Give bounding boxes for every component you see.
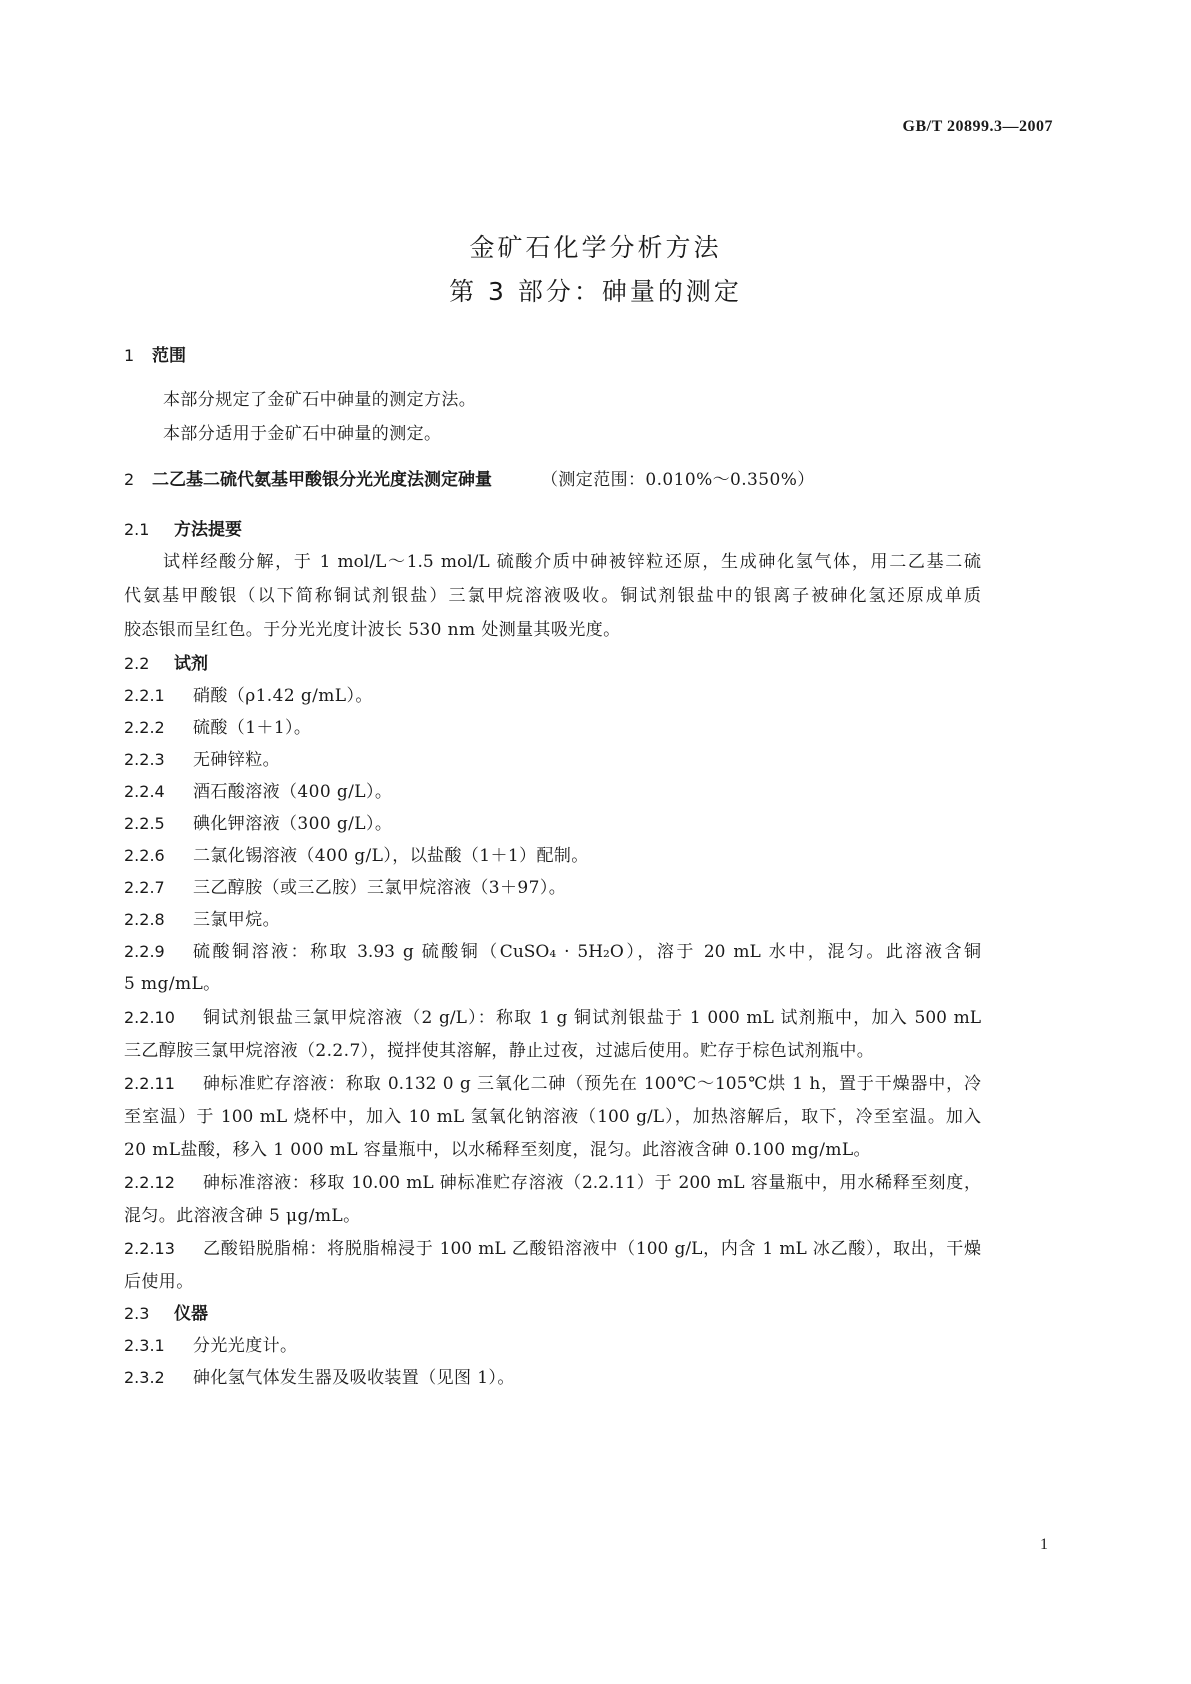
section-number: 2.2: [124, 654, 150, 673]
section-title: 试剂: [174, 654, 208, 674]
section-title: 仪器: [174, 1304, 208, 1324]
paragraph-text: 代氨基甲酸银（以下简称铜试剂银盐）三氯甲烷溶液吸收。铜试剂银盐中的银离子被砷化氢还原成单质: [124, 586, 981, 606]
item-text: 20 mL盐酸，移入 1 000 mL 容量瓶中，以水稀释至刻度，混匀。此溶液含砷 0.100 mg/mL。: [124, 1140, 871, 1160]
item-number: 2.2.11: [124, 1074, 175, 1093]
item-number: 2.2.10: [124, 1008, 175, 1027]
paragraph-text: 试样经酸分解，于 1 mol/L～1.5 mol/L 硫酸介质中砷被锌粒还原，生成砷化氢气体，用二乙基二硫: [163, 552, 981, 572]
item-text: 三氯甲烷。: [193, 910, 280, 930]
item-number: 2.2.3: [124, 750, 165, 769]
item-number: 2.2.13: [124, 1239, 175, 1258]
item-text: 后使用。: [124, 1272, 194, 1292]
item-text: 三乙醇胺（或三乙胺）三氯甲烷溶液（3＋97）。: [193, 878, 567, 898]
item-text: 乙酸铅脱脂棉：将脱脂棉浸于 100 mL 乙酸铅溶液中（100 g/L，内含 1 mL 冰乙酸），取出，干燥: [203, 1239, 981, 1259]
document-subtitle: 第 3 部分：砷量的测定: [449, 277, 742, 306]
section-number: 2.3: [124, 1304, 150, 1323]
paragraph-text: 本部分适用于金矿石中砷量的测定。: [163, 424, 442, 444]
item-text: 至室温）于 100 mL 烧杯中，加入 10 mL 氢氧化钠溶液（100 g/L），加热溶解后，取下，冷至室温。加入: [124, 1107, 981, 1127]
measurement-range: （测定范围：0.010%～0.350%）: [541, 470, 815, 490]
item-number: 2.2.1: [124, 686, 165, 705]
item-number: 2.2.9: [124, 942, 165, 961]
section-number: 2.1: [124, 520, 150, 539]
standard-code: GB/T 20899.3—2007: [902, 118, 1053, 135]
item-number: 2.2.2: [124, 718, 165, 737]
item-text: 硫酸（1＋1）。: [193, 718, 312, 738]
item-number: 2.2.8: [124, 910, 165, 929]
item-text: 砷标准溶液：移取 10.00 mL 砷标准贮存溶液（2.2.11）于 200 mL 容量瓶中，用水稀释至刻度，: [203, 1173, 981, 1193]
item-text: 砷标准贮存溶液：称取 0.132 0 g 三氧化二砷（预先在 100℃～105℃烘 1 h，置于干燥器中，冷: [203, 1074, 981, 1094]
document-title: 金矿石化学分析方法: [469, 233, 722, 262]
item-number: 2.3.1: [124, 1336, 165, 1355]
item-text: 混匀。此溶液含砷 5 μg/mL。: [124, 1206, 361, 1226]
section-number: 2: [124, 470, 135, 489]
item-text: 二氯化锡溶液（400 g/L），以盐酸（1＋1）配制。: [193, 846, 589, 866]
item-number: 2.3.2: [124, 1368, 165, 1387]
paragraph-text: 胶态银而呈红色。于分光光度计波长 530 nm 处测量其吸光度。: [124, 620, 621, 640]
page-number: 1: [1040, 1536, 1048, 1553]
item-text: 无砷锌粒。: [193, 750, 280, 770]
section-title: 二乙基二硫代氨基甲酸银分光光度法测定砷量: [152, 470, 492, 490]
item-number: 2.2.4: [124, 782, 165, 801]
item-number: 2.2.7: [124, 878, 165, 897]
item-text: 硝酸（ρ1.42 g/mL）。: [193, 686, 373, 706]
paragraph-text: 本部分规定了金矿石中砷量的测定方法。: [163, 390, 477, 410]
item-text: 5 mg/mL。: [124, 974, 221, 994]
item-text: 砷化氢气体发生器及吸收装置（见图 1）。: [193, 1368, 515, 1388]
section-title: 范围: [152, 346, 186, 366]
item-number: 2.2.12: [124, 1173, 175, 1192]
item-text: 硫酸铜溶液：称取 3.93 g 硫酸铜（CuSO₄ · 5H₂O），溶于 20 mL 水中，混匀。此溶液含铜: [193, 942, 981, 962]
item-number: 2.2.5: [124, 814, 165, 833]
item-text: 三乙醇胺三氯甲烷溶液（2.2.7），搅拌使其溶解，静止过夜，过滤后使用。贮存于棕色试剂瓶中。: [124, 1041, 875, 1061]
item-text: 碘化钾溶液（300 g/L）。: [193, 814, 393, 834]
section-title: 方法提要: [174, 520, 242, 540]
item-text: 铜试剂银盐三氯甲烷溶液（2 g/L）：称取 1 g 铜试剂银盐于 1 000 mL 试剂瓶中，加入 500 mL: [203, 1008, 981, 1028]
item-text: 分光光度计。: [193, 1336, 298, 1356]
item-number: 2.2.6: [124, 846, 165, 865]
item-text: 酒石酸溶液（400 g/L）。: [193, 782, 393, 802]
section-number: 1: [124, 346, 135, 365]
